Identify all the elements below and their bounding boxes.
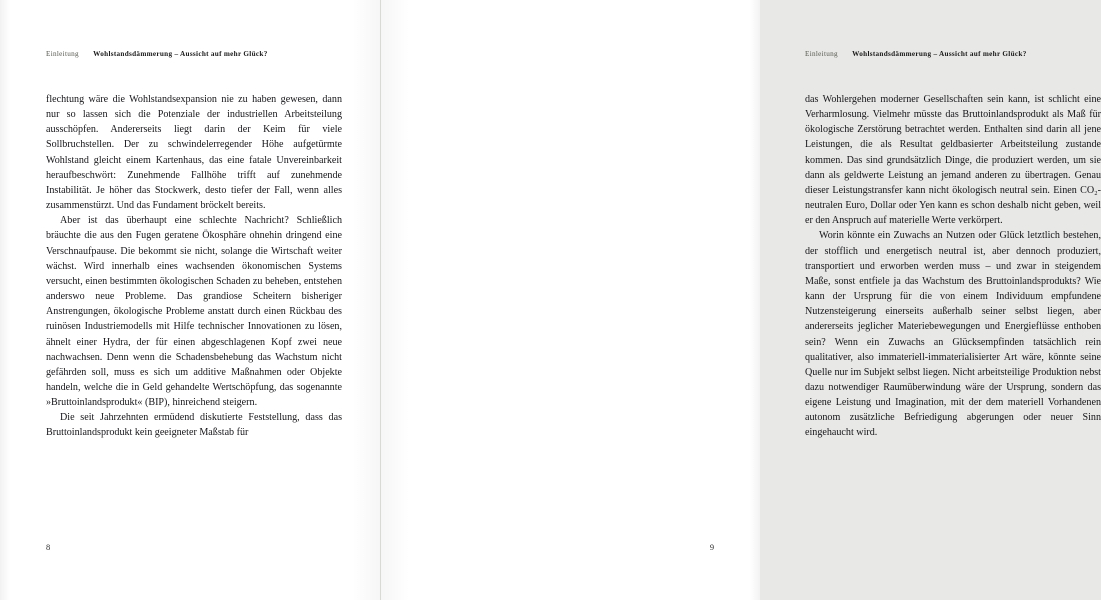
- running-head-section: Einleitung: [46, 50, 79, 58]
- paragraph: Aber ist das überhaupt eine schlechte Nachricht? Schließlich bräuchte die aus den Fugen geratene Ökosphäre ohnehin dringend eine Verschnaufpause. Die bekommt sie nicht, solange die Wirtschaft weiter wächst. Wird innerhalb eines wachsenden ökonomischen Systems versucht, einen bestimmten ökologischen Schaden zu beheben, entstehen anderswo neue Probleme. Das grandiose Scheitern bisheriger Anstrengungen, ökologische Probleme anstatt durch einen Rückbau des ruinösen Industriemodells mit Hilfe technischer Innovationen zu lösen, ähnelt einer Hydra, der für einen abgeschlagenen Kopf zwei neue nachwachsen. Denn wenn die Schadensbehebung das Wachstum nicht gefährden soll, muss es sich um additive Maßnahmen oder Objekte handeln, welche die in Geld gehandelte Wertschöpfung, das sogenannte »Bruttoinlandsprodukt« (BIP), hinreichend steigern.: [46, 215, 342, 409]
- page-right: [380, 0, 1101, 600]
- running-head-section: Einleitung: [805, 50, 838, 58]
- paragraph: flechtung wäre die Wohlstandsexpansion nie zu haben gewesen, dann nur so lassen sich die Potenziale der industriellen Arbeitsteilung ausschöpfen. Andererseits liegt darin der Keim für viele Sollbruchstellen. Der zu schwindelerregender Höhe aufgetürmte Wohlstand gleicht einem Kartenhaus, das eine fatale Unvereinbarkeit heraufbeschwört: Zunehmende Fallhöhe trifft auf zunehmende Instabilität. Je höher das Stockwerk, desto tiefer der Fall, wenn alles zusammenstürzt. Und das Fundament bröckelt bereits.: [46, 94, 342, 212]
- running-head-title: Wohlstandsdämmerung – Aussicht auf mehr Glück?: [852, 50, 1027, 58]
- paragraph: Worin könnte ein Zuwachs an Nutzen oder Glück letztlich bestehen, der stofflich und energetisch neutral ist, aber dennoch produziert, transportiert und erworben werden muss – und zwar in steigendem Maße, sonst entfiele ja das Wachstum des Bruttoinlandsprodukts? Wie kann der Ursprung für die von einem Individuum empfundene Nutzensteigerung einerseits außerhalb seiner selbst liegen, aber andererseits jeglicher Materiebewegungen und Energieflüsse enthoben sein? Wenn ein Zuwachs an Glücksempfinden tatsächlich rein qualitativer, also immateriell-immaterialisierter Art wäre, könnte seine Quelle nur im Subjekt selbst liegen. Nicht arbeitsteilige Produktion nebst dazu notwendiger Raumüberwindung wäre der Ursprung, sondern das eigene Leistung und Imagination, mit der dem materiell Vorhandenen autonom zusätzliche Befriedigung abgerungen oder neuer Sinn eingehaucht wird.: [805, 230, 1101, 439]
- page-left: [0, 0, 380, 600]
- page-number-left: 8: [46, 543, 51, 552]
- body-text-left: [46, 92, 342, 441]
- running-head-title: Wohlstandsdämmerung – Aussicht auf mehr Glück?: [93, 50, 268, 58]
- paragraph: das Wohlergehen moderner Gesellschaften sein kann, ist schlicht eine Verharmlosung. Vielmehr müsste das Bruttoinlandsprodukt als Maß für ökologische Zerstörung betrachtet werden. Enthalten sind darin all jene Leistungen, die als Resultat geldbasierter Arbeitsteilung zustande kommen. Das sind grundsätzlich Dinge, die produziert werden, um sie dann als geldwerte Leistung an jemand anderen zu übertragen. Genau dieser Leistungstransfer kann nicht ökologisch neutral sein. Einen CO₂-neutralen Euro, Dollar oder Yen kann es schon deshalb nicht geben, weil er den Anspruch auf materielle Werte verkörpert.: [805, 94, 1101, 227]
- body-text-right: [805, 92, 1101, 441]
- running-head-left: [46, 50, 268, 58]
- page-number-right: 9: [709, 543, 714, 552]
- running-head-right: [805, 50, 1027, 58]
- paragraph: Die seit Jahrzehnten ermüdend diskutierte Feststellung, dass das Bruttoinlandsprodukt kein geeigneter Maßstab für: [46, 412, 342, 439]
